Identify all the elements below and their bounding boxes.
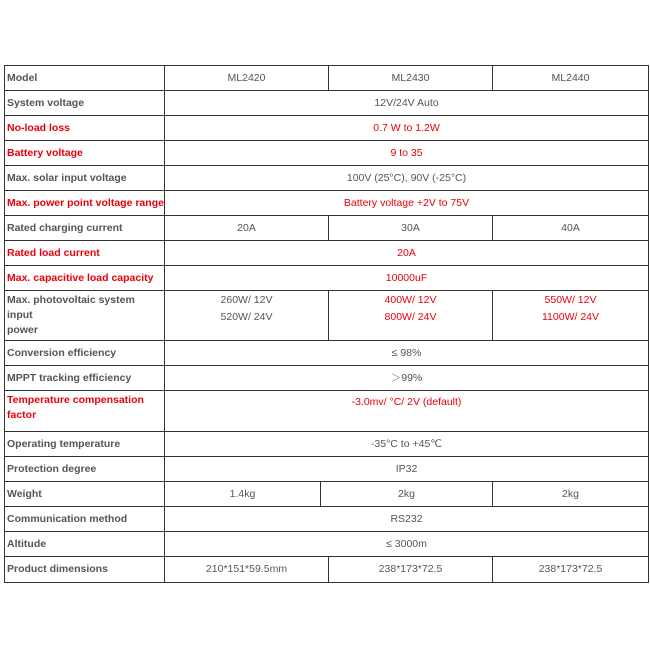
max-pv-input-ml2430 [329,291,493,341]
row-dimensions [5,557,649,583]
max-power-point-label: Max. power point voltage range [5,191,165,216]
model-ml2430: ML2430 [329,66,493,91]
max-pv-ml2440-12v: 550W/ 12V [544,294,597,306]
system-voltage-label: System voltage [5,91,165,116]
communication-value: RS232 [165,507,649,532]
row-max-capacitive [5,266,649,291]
temp-compensation-label [5,391,165,432]
max-pv-ml2420-12v: 260W/ 12V [220,294,273,306]
altitude-label: Altitude [5,532,165,557]
row-mppt-efficiency [5,366,649,391]
communication-label: Communication method [5,507,165,532]
battery-voltage-label: Battery voltage [5,141,165,166]
dimensions-ml2440: 238*173*72.5 [493,557,649,583]
rated-charging-ml2430: 30A [329,216,493,241]
model-label: Model [5,66,165,91]
max-pv-ml2430-24v: 800W/ 24V [384,311,437,323]
row-rated-load [5,241,649,266]
row-operating-temperature [5,432,649,457]
operating-temperature-label: Operating temperature [5,432,165,457]
row-rated-charging [5,216,649,241]
dimensions-split [165,557,493,583]
row-max-power-point [5,191,649,216]
row-communication [5,507,649,532]
rated-charging-ml2440: 40A [493,216,649,241]
max-pv-ml2420-24v: 520W/ 24V [220,311,273,323]
weight-ml2440: 2kg [493,482,649,507]
row-no-load-loss [5,116,649,141]
temp-compensation-value: -3.0mv/ °C/ 2V (default) [165,391,649,432]
protection-degree-value: IP32 [165,457,649,482]
max-capacitive-label: Max. capacitive load capacity [5,266,165,291]
row-battery-voltage [5,141,649,166]
max-pv-ml2440-24v: 1100W/ 24V [542,311,600,323]
row-max-pv-input [5,291,649,341]
mppt-efficiency-value: ＞99% [165,366,649,391]
weight-label: Weight [5,482,165,507]
max-capacitive-value: 10000uF [165,266,649,291]
operating-temperature-value: -35°C to +45℃ [165,432,649,457]
altitude-value: ≤ 3000m [165,532,649,557]
rated-charging-label: Rated charging current [5,216,165,241]
conversion-efficiency-label: Conversion efficiency [5,341,165,366]
row-temp-compensation [5,391,649,432]
row-conversion-efficiency [5,341,649,366]
row-protection-degree [5,457,649,482]
row-altitude [5,532,649,557]
row-system-voltage [5,91,649,116]
system-voltage-value: 12V/24V Auto [165,91,649,116]
dimensions-ml2430: 238*173*72.5 [378,563,443,575]
max-pv-input-label-line2: power [7,324,38,336]
rated-load-label: Rated load current [5,241,165,266]
rated-load-value: 20A [165,241,649,266]
conversion-efficiency-value: ≤ 98% [165,341,649,366]
specification-table [4,65,649,583]
model-ml2440: ML2440 [493,66,649,91]
weight-ml2420: 1.4kg [165,482,321,507]
max-solar-input-value: 100V (25°C), 90V (-25°C) [165,166,649,191]
temp-compensation-label-line2: factor [7,409,37,421]
mppt-efficiency-label: MPPT tracking efficiency [5,366,165,391]
dimensions-label: Product dimensions [5,557,165,583]
rated-charging-ml2420: 20A [165,216,329,241]
max-pv-input-ml2420 [165,291,329,341]
no-load-loss-label: No-load loss [5,116,165,141]
row-max-solar-input [5,166,649,191]
protection-degree-label: Protection degree [5,457,165,482]
max-pv-ml2430-12v: 400W/ 12V [384,294,437,306]
model-ml2420: ML2420 [165,66,329,91]
row-model [5,66,649,91]
dimensions-ml2420: 210*151*59.5mm [165,557,329,582]
row-weight [5,482,649,507]
no-load-loss-value: 0.7 W to 1.2W [165,116,649,141]
max-pv-input-label [5,291,165,341]
weight-ml2430: 2kg [321,482,493,507]
battery-voltage-value: 9 to 35 [165,141,649,166]
max-pv-input-ml2440 [493,291,649,341]
max-power-point-value: Battery voltage +2V to 75V [165,191,649,216]
max-pv-input-label-line1: Max. photovoltaic system input [7,294,135,321]
max-solar-input-label: Max. solar input voltage [5,166,165,191]
temp-compensation-label-line1: Temperature compensation [7,394,144,406]
